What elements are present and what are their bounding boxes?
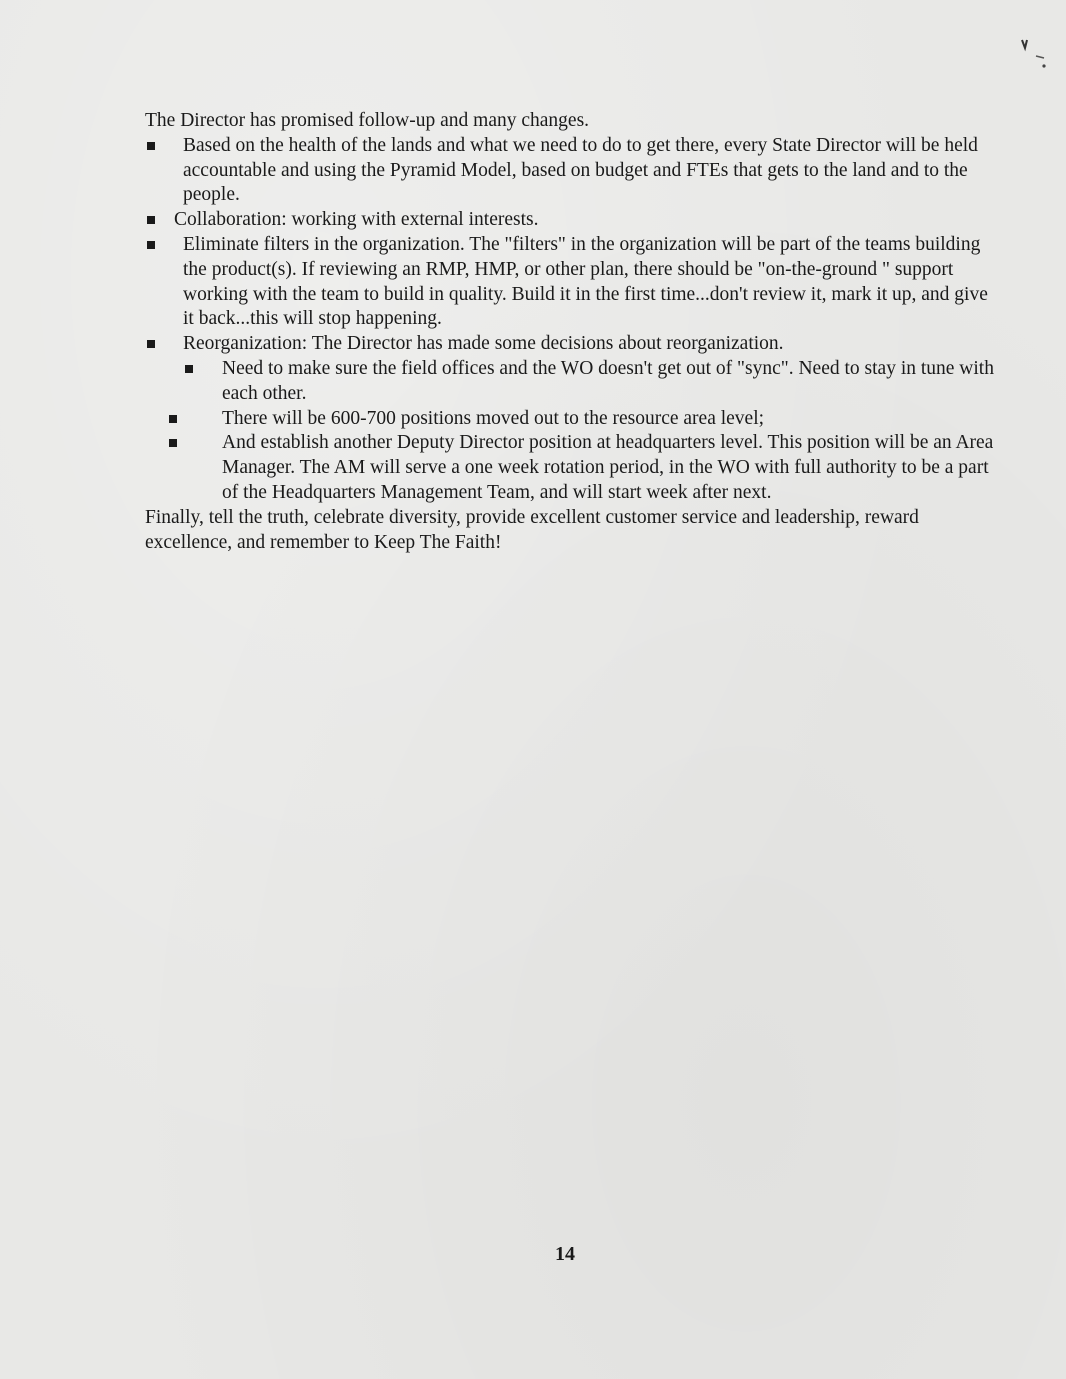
document-body	[145, 109, 995, 555]
square-bullet-icon	[185, 365, 193, 373]
bullet-item	[145, 208, 995, 233]
page-number: 14	[555, 1243, 575, 1265]
bullet-item	[145, 134, 995, 208]
square-bullet-icon	[147, 142, 155, 150]
square-bullet-icon	[147, 340, 155, 348]
corner-staple-mark	[1018, 18, 1048, 73]
square-bullet-icon	[147, 241, 155, 249]
sub-bullet-item	[145, 431, 995, 505]
sub-bullet-item	[145, 357, 995, 407]
bullet-item	[145, 233, 995, 332]
square-bullet-icon	[169, 439, 177, 447]
bullet-text: Eliminate filters in the organization. The "filters" in the organization will be part of the teams building the product(s). If reviewing an RMP, HMP, or other plan, there should be "on-the-ground " support working with the team to build in quality. Build it in the first time...don't review it, mark it up, and give it back...this will stop happening.	[183, 233, 988, 330]
sub-bullet-text: Need to make sure the field offices and the WO doesn't get out of "sync". Need to stay in tune with each other.	[222, 357, 994, 404]
bullet-text: Based on the health of the lands and what we need to do to get there, every State Director will be held accountable and using the Pyramid Model, based on budget and FTEs that gets to the land and to the people.	[183, 134, 978, 206]
sub-bullet-item	[145, 407, 995, 432]
bullet-item	[145, 332, 995, 357]
bullet-text: Reorganization: The Director has made some decisions about reorganization.	[183, 333, 784, 355]
intro-paragraph: The Director has promised follow-up and many changes.	[145, 110, 590, 131]
square-bullet-icon	[147, 216, 155, 224]
sub-bullet-text: And establish another Deputy Director position at headquarters level. This position will be an Area Manager. The AM will serve a one week rotation period, in the WO with full authority to be a part of the Headquarters Management Team, and will start week after next.	[222, 432, 994, 503]
closing-paragraph: Finally, tell the truth, celebrate diversity, provide excellent customer service and leadership, reward excellence, and remember to Keep The Faith!	[145, 506, 919, 553]
bullet-text: Collaboration: working with external interests.	[174, 209, 539, 231]
sub-bullet-text: There will be 600-700 positions moved out to the resource area level;	[222, 407, 765, 429]
square-bullet-icon	[169, 415, 177, 423]
